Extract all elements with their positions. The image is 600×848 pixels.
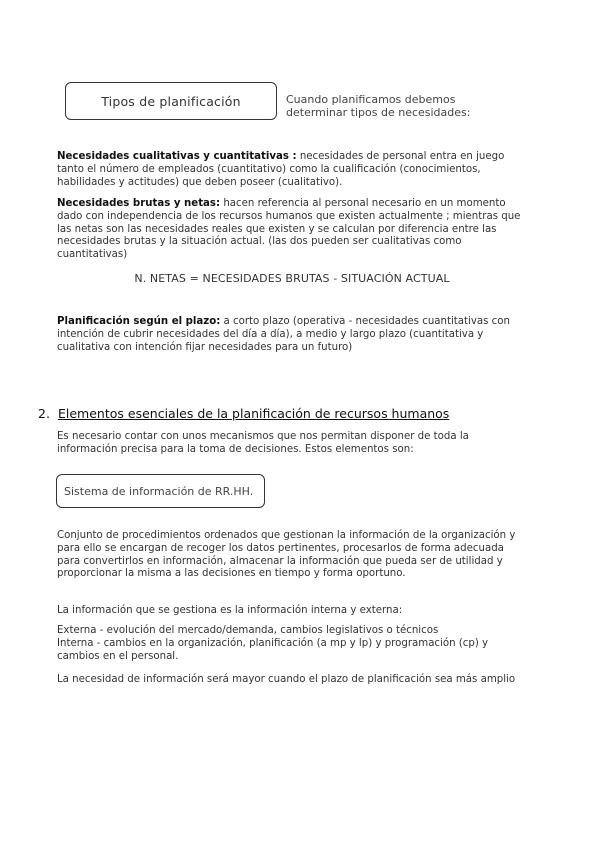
side-note: Cuando planificamos debemos determinar tipos de necesidades: [286,93,471,119]
paragraph-cualitativas [57,151,527,189]
paragraph-plazo [57,316,527,354]
tipos-planificacion-label: Tipos de planificación [101,93,241,109]
section-number: 2. [38,406,50,421]
paragraph-intro: Es necesario contar con unos mecanismos que nos permitan disponer de toda la información precisa para la toma de decisiones. Estos elementos son: [57,431,469,455]
section-title: Elementos esenciales de la planificación de recursos humanos [58,406,450,421]
term-cualitativas: Necesidades cualitativas y cuantitativas : [57,151,297,162]
sistema-informacion-box [56,474,265,508]
paragraph-necesidad: La necesidad de información será mayor cuando el plazo de planificación sea más amplio [57,674,516,685]
term-brutas-netas: Necesidades brutas y netas: [57,198,221,209]
text-cualitativas: necesidades de personal entra en juego tanto el número de empleados (cuantitativo) como la cualificación (conocimientos, habilidades y actitudes) que deben poseer (cualitativo). [57,151,505,188]
formula-necesidades-netas: N. NETAS = NECESIDADES BRUTAS - SITUACIÓN ACTUAL [134,272,450,285]
text-brutas-netas: hacen referencia al personal necesario en un momento dado con independencia de los recursos humanos que existen actualmente ; mientras que las netas son las necesidades reales que existen y se calculan por diferencia entre las necesidades brutas y la situación actual. (las dos pueden ser cualitativas como cuantitativas) [57,198,521,261]
paragraph-tipos-informacion: La información que se gestiona es la información interna y externa: [57,605,403,616]
line-externa: Externa - evolución del mercado/demanda, cambios legislativos o técnicos [57,625,439,636]
paragraph-brutas-netas [57,198,527,262]
sistema-informacion-label: Sistema de información de RR.HH. [64,484,254,498]
tipos-planificacion-box [65,82,277,120]
text-plazo: a corto plazo (operativa - necesidades cuantitativas con intención de cubrir necesidades del día a día), a medio y largo plazo (cuantitativa y cualitativa con intención fijar necesidades para un futuro) [57,316,510,353]
term-plazo: Planificación según el plazo: [57,316,221,327]
paragraph-conjunto: Conjunto de procedimientos ordenados que gestionan la información de la organización y para ello se encargan de recoger los datos pertinentes, procesarlos de forma adecuada para convertirlos en información, almacenar la información que pueda ser de utilidad y proporcionar la misma a las decisiones en tiempo y forma oportuno. [57,530,516,580]
section-2-heading [38,406,449,421]
paragraph-interna: Interna - cambios en la organización, planificación (a mp y lp) y programación (cp) y cambios en el personal. [57,638,489,662]
